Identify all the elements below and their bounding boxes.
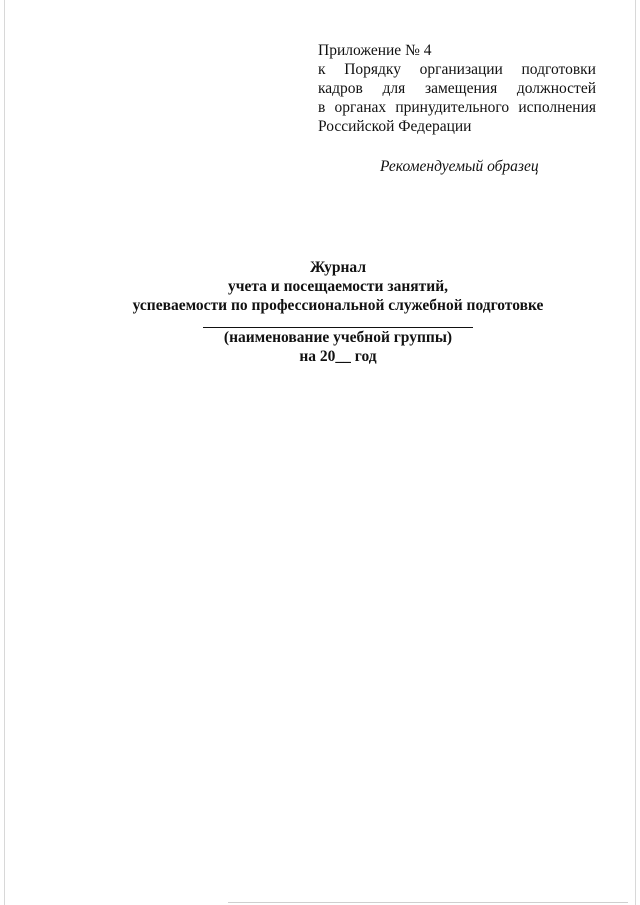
appendix-line-2 [318,60,596,79]
appendix-word: замещения [424,80,498,97]
appendix-word: Порядку [344,61,401,78]
appendix-line-5: Российской Федерации [318,118,472,135]
appendix-number: Приложение № 4 [318,42,432,59]
appendix-word: кадров [318,80,363,97]
group-name-caption: (наименование учебной группы) [223,329,453,346]
appendix-word: в [318,99,326,116]
year-line: на 20__ год [299,348,377,365]
appendix-header [318,41,596,136]
scan-border-left [4,0,5,905]
appendix-line-4 [318,98,596,117]
journal-title: Журнал [309,259,367,276]
appendix-line-3 [318,79,596,98]
journal-subtitle-2: успеваемости по профессиональной служебной подготовке [132,297,544,314]
journal-subtitle-1: учета и посещаемости занятий, [228,278,448,295]
recommended-sample-label: Рекомендуемый образец [380,158,539,175]
appendix-word: исполнения [518,99,596,116]
scan-border-bottom [228,902,628,903]
scan-border-right [635,0,636,905]
appendix-word: должностей [516,80,596,97]
journal-title-block [0,258,640,366]
appendix-word: принудительного [395,99,510,116]
appendix-word: организации [419,61,503,78]
appendix-word: органах [334,99,387,116]
appendix-word: подготовки [521,61,596,78]
appendix-word: к [318,61,326,78]
appendix-word: для [382,80,406,97]
